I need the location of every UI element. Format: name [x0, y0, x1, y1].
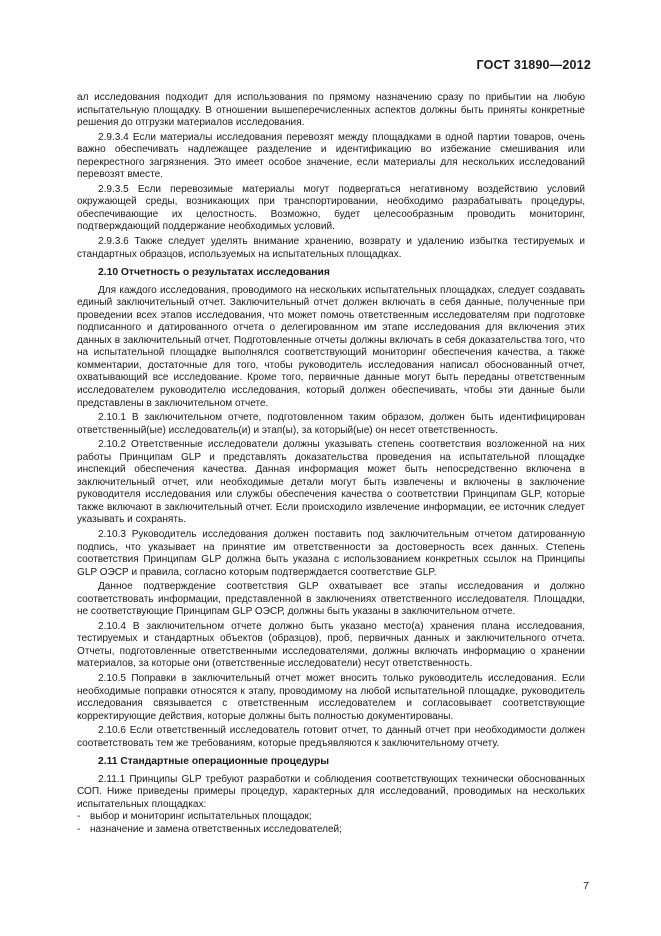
paragraph-2-9-3-6: 2.9.3.6 Также следует уделять внимание хранению, возврату и удалению избытка тестируемых и стандартных образцов, используемых на испытательных площадках.	[77, 236, 585, 260]
paragraph-2-10-6: 2.10.6 Если ответственный исследователь готовит отчет, то данный отчет при необходимости должен соответствовать тем же требованиям, которые предъявляются к заключительному отчету.	[77, 725, 585, 749]
paragraph-2-10-4: 2.10.4 В заключительном отчете должно быть указано место(а) хранения плана исследования, тестируемых и стандартных объектов (образцов), проб, первичных данных и заключительного отчета. Отчеты, подготовленные ответственными исследователями, должны включать информацию о хранении материалов, за которые они (ответственные исследователи) несут ответственность.	[77, 620, 585, 670]
paragraph-2-9-3-5: 2.9.3.5 Если перевозимые материалы могут подвергаться негативному воздействию условий окружающей среды, возникающих при транспортировании, необходимо разрабатывать процедуры, обеспечивающие их целостность. Возможно, будет целесообразным проводить мониторинг, подтверждающий поддержание необходимых условий.	[77, 183, 585, 233]
paragraph-2-10-5: 2.10.5 Поправки в заключительный отчет может вносить только руководитель исследования. Если необходимые поправки относятся к этапу, проводимому на любой испытательной площадке, руководитель исследования связывается с ответственным исследователем и согласовывает соответствующие корректирующие действия, которые должны быть полностью документированы.	[77, 673, 585, 722]
standard-header: ГОСТ 31890—2012	[476, 58, 591, 72]
paragraph-glp-confirmation: Данное подтверждение соответствия GLP охватывает все этапы исследования и должно соответствовать информации, представленной в заключениях ответственного исследователя. Площадки, не соответствующие Принципам GLP ОЭСР, должны быть указаны в заключительном отчете.	[77, 581, 585, 618]
list-item-text: назначение и замена ответственных исследователей;	[90, 823, 342, 835]
paragraph-2-10-intro: Для каждого исследования, проводимого на нескольких испытательных площадках, следует создавать единый заключительный отчет. Заключительный отчет должен включать в себя данные, полученные при проведении всех этапов исследования, что может помочь ответственным исследователям при подготовке подписанного и датированного отчета о делегированном им этапе исследования для включения этих данных в заключительный отчет. Подготовленные отчеты должны включать в себя доказательства того, что на испытательной площадке выполнялся соответствующий мониторинг обеспечения качества, а также комментарии, достаточные для того, чтобы руководитель исследования написал обоснованный отчет, охватывающий все исследование. Кроме того, первичные данные могут быть переданы ответственным исследователем руководителю исследования, который должен обеспечивать, чтобы эти данные были представлены в заключительном отчете.	[77, 284, 585, 409]
procedure-list	[77, 811, 585, 836]
list-item-text: выбор и мониторинг испытательных площадок;	[90, 811, 312, 823]
paragraph-2-10-3: 2.10.3 Руководитель исследования должен поставить под заключительным отчетом датированную подпись, что указывает на принятие им ответственности за достоверность всех данных. Степень соответствия Принципам GLP должна быть указана с использованием конкретных ссылок на Принципы GLP ОЭСР и правила, согласно которым подтверждается соответствие GLP.	[77, 529, 585, 578]
page-number: 7	[583, 880, 589, 892]
paragraph-2-10-2: 2.10.2 Ответственные исследователи должны указывать степень соответствия возложенной на них работы Принципам GLP и представлять доказательства проведения на испытательной площадке инспекций обеспечения качества. Данная информация может быть непосредственно включена в заключительный отчет, или необходимые детали могут быть извлечены и включены в заключение руководителя исследования или службы обеспечения качества о соответствии Принципам GLP, которые также включают в заключительный отчет. Если происходило извлечение информации, ее источник следует указывать и сохранять.	[77, 439, 585, 526]
paragraph: ал исследования подходит для использования по прямому назначению сразу по прибытии на любую испытательную площадку. В отношении вышеперечисленных аспектов должны быть приняты конкретные решения до отгрузки материалов исследования.	[77, 92, 585, 129]
dash-bullet: -	[77, 823, 81, 835]
section-heading-2-10: 2.10 Отчетность о результатах исследования	[98, 267, 330, 279]
list-item	[77, 811, 585, 824]
paragraph-2-10-1: 2.10.1 В заключительном отчете, подготовленном таким образом, должен быть идентифицирован ответственный(ые) исследователь(и) и этап(ы), за который(ые) он несет ответственность.	[77, 412, 585, 436]
body-text	[77, 92, 585, 837]
dash-bullet: -	[77, 811, 81, 823]
paragraph-2-9-3-4: 2.9.3.4 Если материалы исследования перевозят между площадками в одной партии товаров, очень важно обеспечивать надлежащее разделение и идентификацию во избежание смешивания или перекрестного загрязнения. Это имеет особое значение, если материалы для нескольких исследований перевозят вместе.	[77, 131, 585, 181]
paragraph-2-11-1: 2.11.1 Принципы GLP требуют разработки и соблюдения соответствующих технически обоснованных СОП. Ниже приведены примеры процедур, характерных для исследований, проводимых на нескольких испытательных площадках:	[77, 773, 585, 810]
section-heading-2-11: 2.11 Стандартные операционные процедуры	[98, 756, 330, 768]
list-item	[77, 824, 585, 837]
